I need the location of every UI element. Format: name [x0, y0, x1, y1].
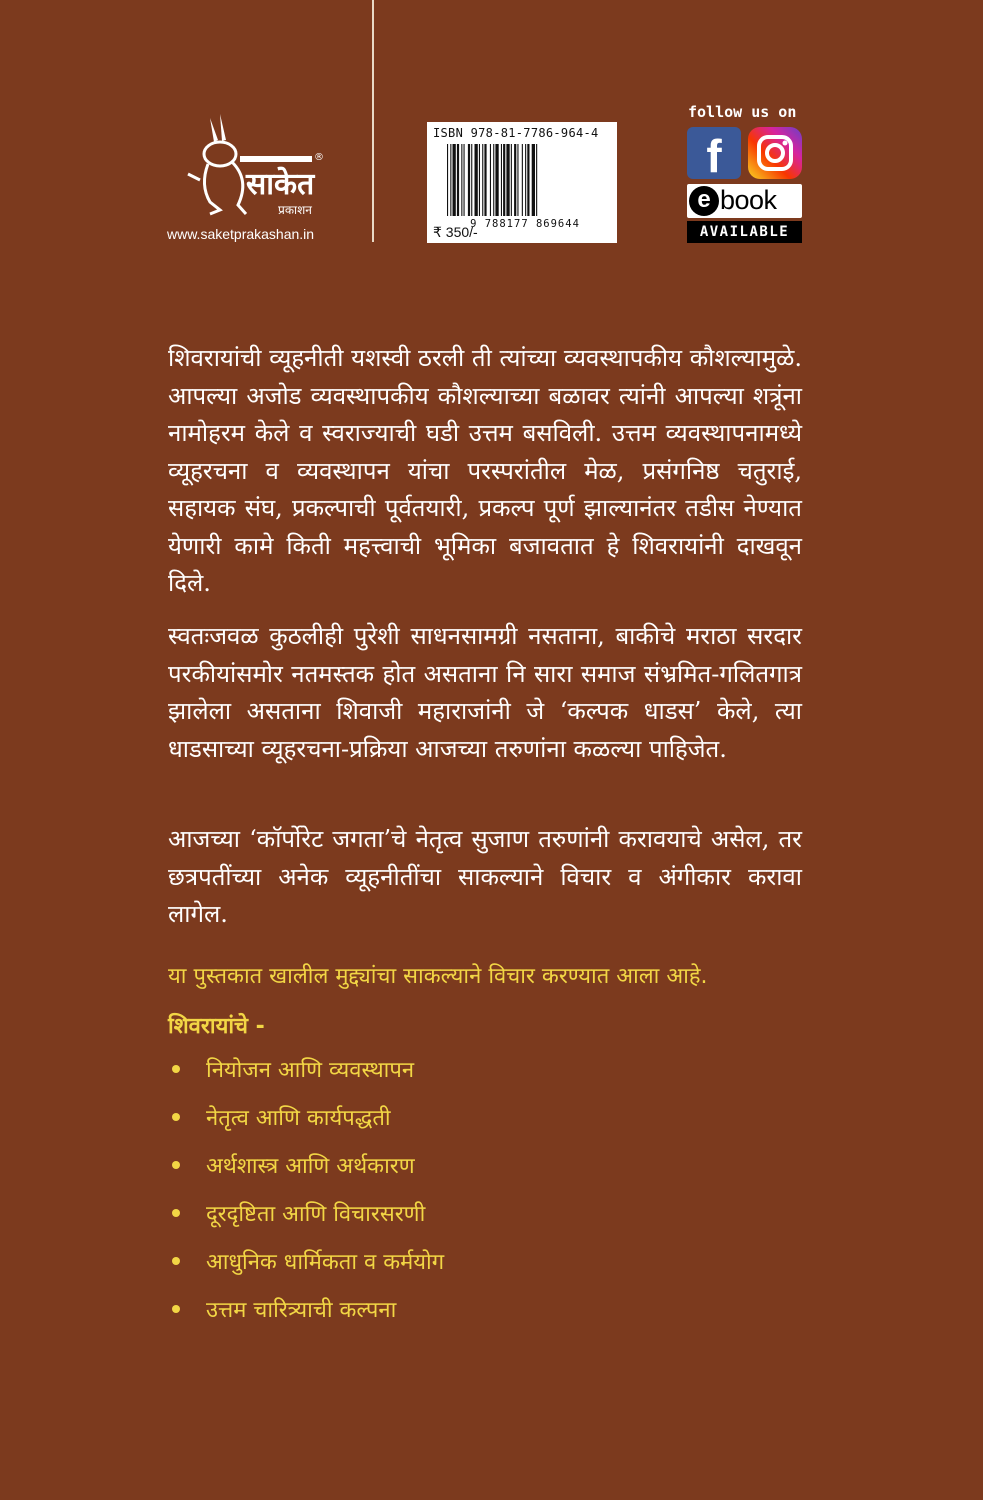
bullet-icon [172, 1305, 180, 1313]
topics-heading: शिवरायांचे - [168, 1014, 265, 1039]
spine-divider [372, 0, 374, 242]
blurb-paragraph-3: आजच्या ‘कॉर्पोरेट जगता’चे नेतृत्व सुजाण तरुणांनी करावयाचे असेल, तर छत्रपतींच्या अनेक व्यूहनीतींचा साकल्याने विचार व अंगीकार करावा लागेल. [168, 825, 802, 928]
bullet-icon [172, 1113, 180, 1121]
publisher-website: www.saketprakashan.in [167, 226, 315, 242]
price-label: ₹ 350/- [433, 224, 478, 240]
ebook-badge[interactable] [687, 184, 802, 218]
facebook-icon[interactable]: f [687, 127, 741, 179]
svg-text:®: ® [314, 152, 324, 163]
isbn-number: ISBN 978-81-7786-964-4 [433, 126, 599, 140]
follow-us-label: follow us on [688, 103, 797, 121]
blurb-paragraph-2: स्वतःजवळ कुठलीही पुरेशी साधनसामग्री नसताना, बाकीचे मराठा सरदार परकीयांसमोर नतमस्तक होत असताना नि सारा समाज संभ्रमित-गलितगात्र झालेला असताना शिवाजी महाराजांनी जे ‘कल्पक धाडस’ केले, त्या धाडसाच्या व्यूहरचना-प्रक्रिया आजच्या तरुणांना कळल्या पाहिजेत. [168, 622, 802, 763]
bullet-icon [172, 1209, 180, 1217]
publisher-logo-icon [180, 110, 340, 220]
svg-text:प्रकाशन: प्रकाशन [278, 203, 312, 217]
barcode-bars [445, 144, 605, 216]
topics-intro: या पुस्तकात खालील मुद्द्यांचा साकल्याने विचार करण्यात आला आहे. [168, 964, 708, 989]
back-cover: साकेत प्रकाशन ® www.saketprakashan.in ISBN 978-81-7786-964-4 9 788177 869644 ₹ 350/- follow us on f e book AVAILABLE शिवरायांची व्यूहनीती यशस्वी ठरली ती त्यांच्या व्यवस्थापकीय कौशल्यामुळे. आपल्या अजोड व्यवस्थापकीय कौशल्याच्या बळावर त्यांनी आपल्या शत्रूंना नामोहरम केले व स्वराज्याची घडी उत्तम बसविली. उत्तम व्यवस्थापनामध्ये व्यूहरचना व व्यवस्थापन यांचा परस्परांतील मेळ, प्रसंगनिष्ठ चतुराई, सहायक संघ, प्रकल्पाची पूर्वतयारी, प्रकल्प पूर्ण झाल्यानंतर तडीस नेण्यात येणारी कामे किती महत्त्वाची भूमिका बजावतात हे शिवरायांनी दाखवून दिले. स्वतःजवळ कुठलीही पुरेशी साधनसामग्री नसताना, बाकीचे मराठा सरदार परकीयांसमोर नतमस्तक होत असताना नि सारा समाज संभ्रमित-गलितगात्र झालेला असताना शिवाजी महाराजांनी जे ‘कल्पक धाडस’ केले, त्या धाडसाच्या व्यूहरचना-प्रक्रिया आजच्या तरुणांना कळल्या पाहिजेत. आजच्या ‘कॉर्पोरेट जगता’चे नेतृत्व सुजाण तरुणांनी करावयाचे असेल, तर छत्रपतींच्या अनेक व्यूहनीतींचा साकल्याने विचार व अंगीकार करावा लागेल. या पुस्तकात खालील मुद्द्यांचा साकल्याने विचार करण्यात आला आहे. शिवरायांचे - नियोजन आणि व्यवस्थापन नेतृत्व आणि कार्यपद्धती अर्थशास्त्र आणि अर्थकारण दूरदृष्टिता आणि विचारसरणी आधुनिक धार्मिकता व कर्मयोग उत्तम चारित्र्याची कल्पना [0, 0, 983, 1500]
available-label: AVAILABLE [687, 221, 802, 243]
bullet-icon [172, 1257, 180, 1265]
ebook-e-icon: e [689, 186, 719, 216]
blurb-paragraph-1: शिवरायांची व्यूहनीती यशस्वी ठरली ती त्यांच्या व्यवस्थापकीय कौशल्यामुळे. आपल्या अजोड व्यवस्थापकीय कौशल्याच्या बळावर त्यांनी आपल्या शत्रूंना नामोहरम केले व स्वराज्याची घडी उत्तम बसविली. उत्तम व्यवस्थापनामध्ये व्यूहरचना व व्यवस्थापन यांचा परस्परांतील मेळ, प्रसंगनिष्ठ चतुराई, सहायक संघ, प्रकल्पाची पूर्वतयारी, प्रकल्प पूर्ण झाल्यानंतर तडीस नेण्यात येणारी कामे किती महत्त्वाची भूमिका बजावतात हे शिवरायांनी दाखवून दिले. [168, 344, 802, 597]
bullet-icon [172, 1161, 180, 1169]
bullet-icon [172, 1065, 180, 1073]
ebook-label: book [720, 185, 777, 215]
instagram-icon[interactable] [748, 127, 802, 179]
svg-text:साकेत: साकेत [246, 167, 315, 202]
barcode-digits: 9 788177 869644 [470, 218, 580, 230]
